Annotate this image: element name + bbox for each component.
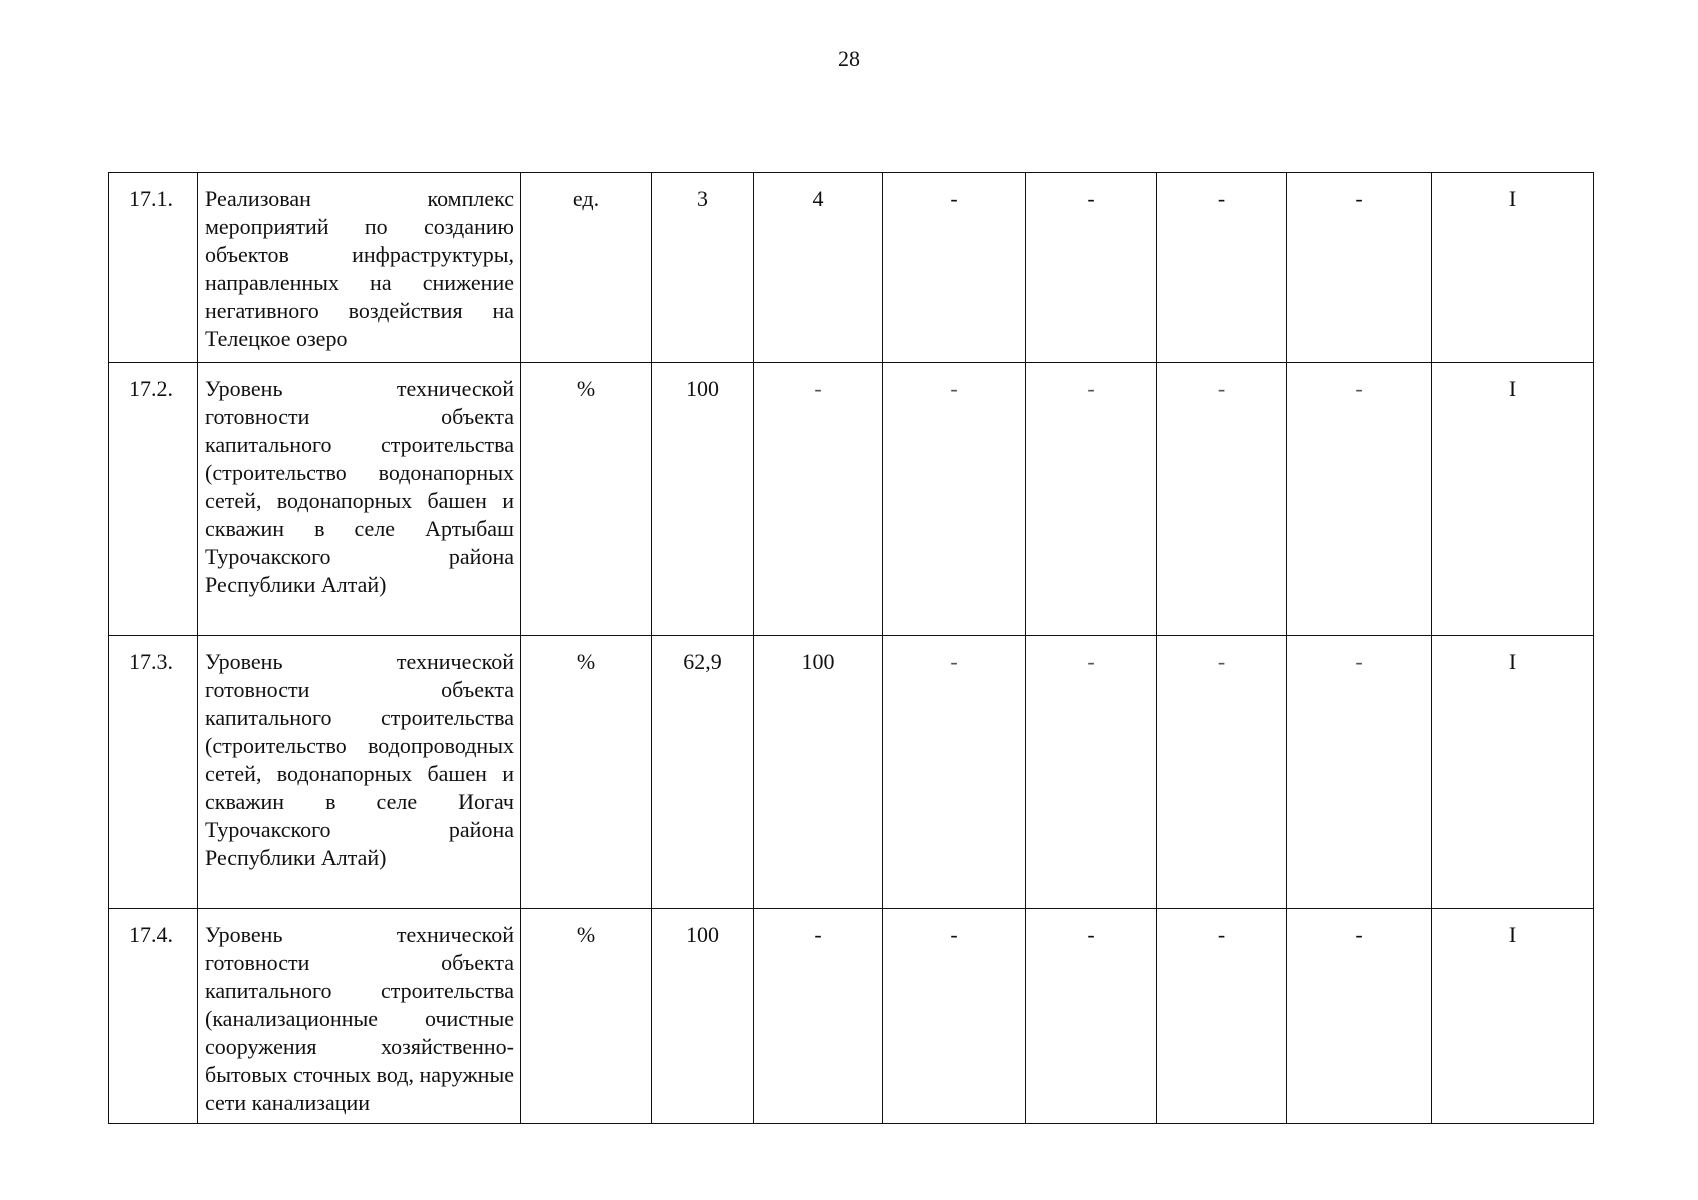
value-cell-3: - (883, 363, 1026, 636)
value-cell-5: - (1157, 636, 1287, 909)
value-cell-5: - (1157, 173, 1287, 363)
page-number: 28 (838, 46, 860, 71)
indicator-description: Уровень технической готовности объекта капитального строительства (строительство водонапорных сетей, водонапорных башен и скважин в селе Артыбаш Турочакского района Республики Алтай) (198, 363, 521, 636)
value-cell-2: - (754, 909, 883, 1124)
value-cell-1: 100 (652, 909, 754, 1124)
value-cell-6: - (1287, 363, 1432, 636)
unit-cell: ед. (521, 173, 652, 363)
level-cell: I (1432, 636, 1594, 909)
indicator-description: Уровень технической готовности объекта капитального строительства (строительство водопроводных сетей, водонапорных башен и скважин в селе Иогач Турочакского района Республики Алтай) (198, 636, 521, 909)
value-cell-6: - (1287, 173, 1432, 363)
value-cell-2: 4 (754, 173, 883, 363)
value-cell-4: - (1026, 636, 1157, 909)
table-row (109, 363, 1594, 636)
indicator-description: Уровень технической готовности объекта капитального строительства (канализационные очистные сооружения хозяйственно-бытовых сточных вод, наружные сети канализации (198, 909, 521, 1124)
unit-cell: % (521, 636, 652, 909)
table-row (109, 909, 1594, 1124)
value-cell-1: 3 (652, 173, 754, 363)
value-cell-4: - (1026, 909, 1157, 1124)
indicator-description: Реализован комплекс мероприятий по созданию объектов инфраструктуры, направленных на снижение негативного воздействия на Телецкое озеро (198, 173, 521, 363)
table-row (109, 173, 1594, 363)
unit-cell: % (521, 909, 652, 1124)
unit-cell: % (521, 363, 652, 636)
value-cell-6: - (1287, 909, 1432, 1124)
indicators-table (108, 172, 1594, 1124)
value-cell-3: - (883, 636, 1026, 909)
value-cell-5: - (1157, 363, 1287, 636)
row-number: 17.4. (109, 909, 198, 1124)
value-cell-1: 100 (652, 363, 754, 636)
value-cell-4: - (1026, 363, 1157, 636)
row-number: 17.1. (109, 173, 198, 363)
value-cell-5: - (1157, 909, 1287, 1124)
value-cell-2: - (754, 363, 883, 636)
level-cell: I (1432, 173, 1594, 363)
level-cell: I (1432, 909, 1594, 1124)
row-number: 17.2. (109, 363, 198, 636)
value-cell-1: 62,9 (652, 636, 754, 909)
value-cell-4: - (1026, 173, 1157, 363)
table-row (109, 636, 1594, 909)
value-cell-6: - (1287, 636, 1432, 909)
level-cell: I (1432, 363, 1594, 636)
value-cell-3: - (883, 173, 1026, 363)
row-number: 17.3. (109, 636, 198, 909)
value-cell-3: - (883, 909, 1026, 1124)
value-cell-2: 100 (754, 636, 883, 909)
